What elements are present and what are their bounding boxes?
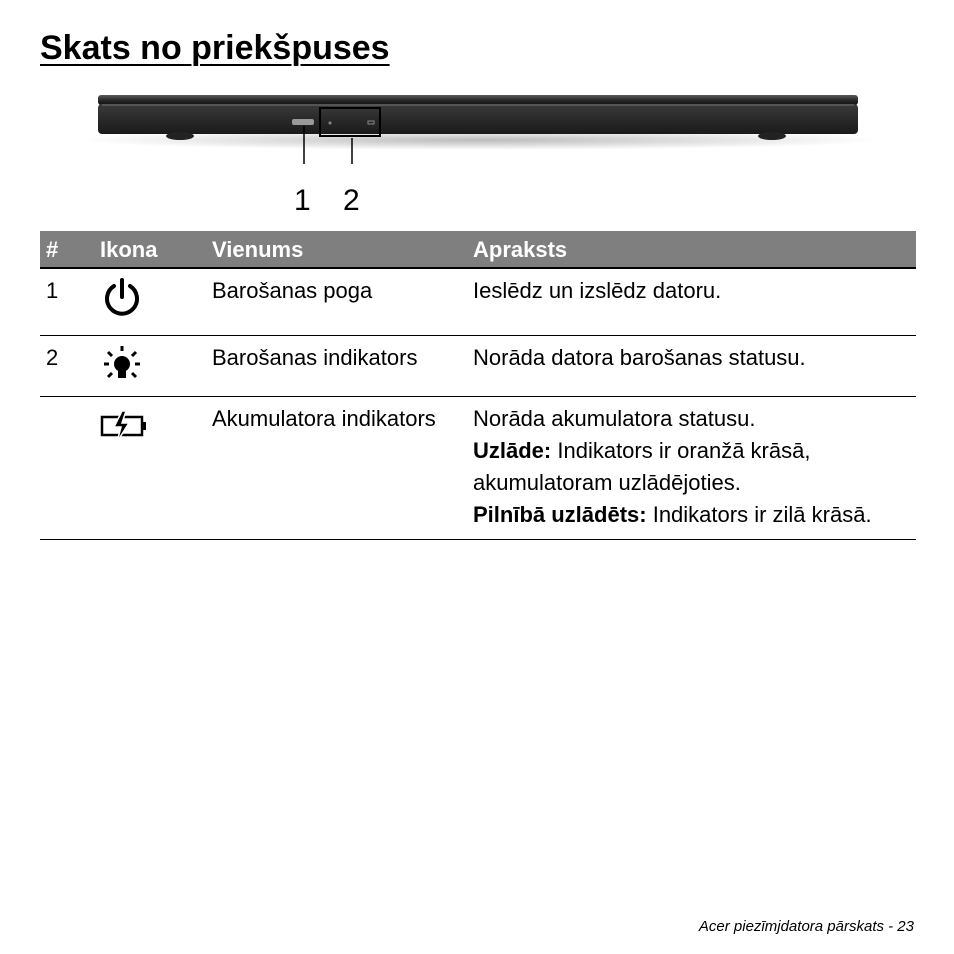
power-button-shape [292, 119, 314, 125]
power-icon [100, 277, 144, 321]
row-num: 2 [40, 335, 94, 396]
full-text: Indikators ir zilā krāsā. [646, 501, 872, 527]
row-item: Akumulatora indikators [206, 396, 467, 539]
table-row [40, 335, 916, 396]
battery-full-desc [473, 499, 916, 531]
battery-charge-icon [100, 409, 150, 445]
charging-text: Indikators ir oranžā krāsā, akumulatoram uzlādējoties. [473, 437, 811, 495]
battery-desc: Norāda akumulatora statusu. [473, 405, 756, 431]
charging-label: Uzlāde: [473, 437, 552, 463]
header-desc: Apraksts [467, 231, 916, 268]
header-item: Vienums [206, 231, 467, 268]
row-item: Barošanas indikators [206, 335, 467, 396]
components-table [40, 231, 916, 540]
battery-charging-desc [473, 435, 916, 499]
page-title: Skats no priekšpuses [40, 29, 390, 67]
full-label: Pilnībā uzlādēts: [473, 501, 647, 527]
row-item: Barošanas poga [206, 268, 467, 335]
table-header-row [40, 231, 916, 268]
callout-1: 1 [294, 184, 311, 217]
callout-2: 2 [343, 184, 360, 217]
table-row [40, 396, 916, 539]
row-desc-battery [467, 396, 916, 539]
row-num: 1 [40, 268, 94, 335]
table-row [40, 268, 916, 335]
page-footer: Acer piezīmjdatora pārskats - 23 [698, 918, 914, 935]
laptop-front-view-illustration [80, 88, 880, 164]
row-num [40, 396, 94, 539]
row-desc: Ieslēdz un izslēdz datoru. [467, 268, 916, 335]
light-bulb-icon [100, 344, 144, 388]
header-num: # [40, 231, 94, 268]
header-icon: Ikona [94, 231, 206, 268]
row-desc: Norāda datora barošanas statusu. [467, 335, 916, 396]
